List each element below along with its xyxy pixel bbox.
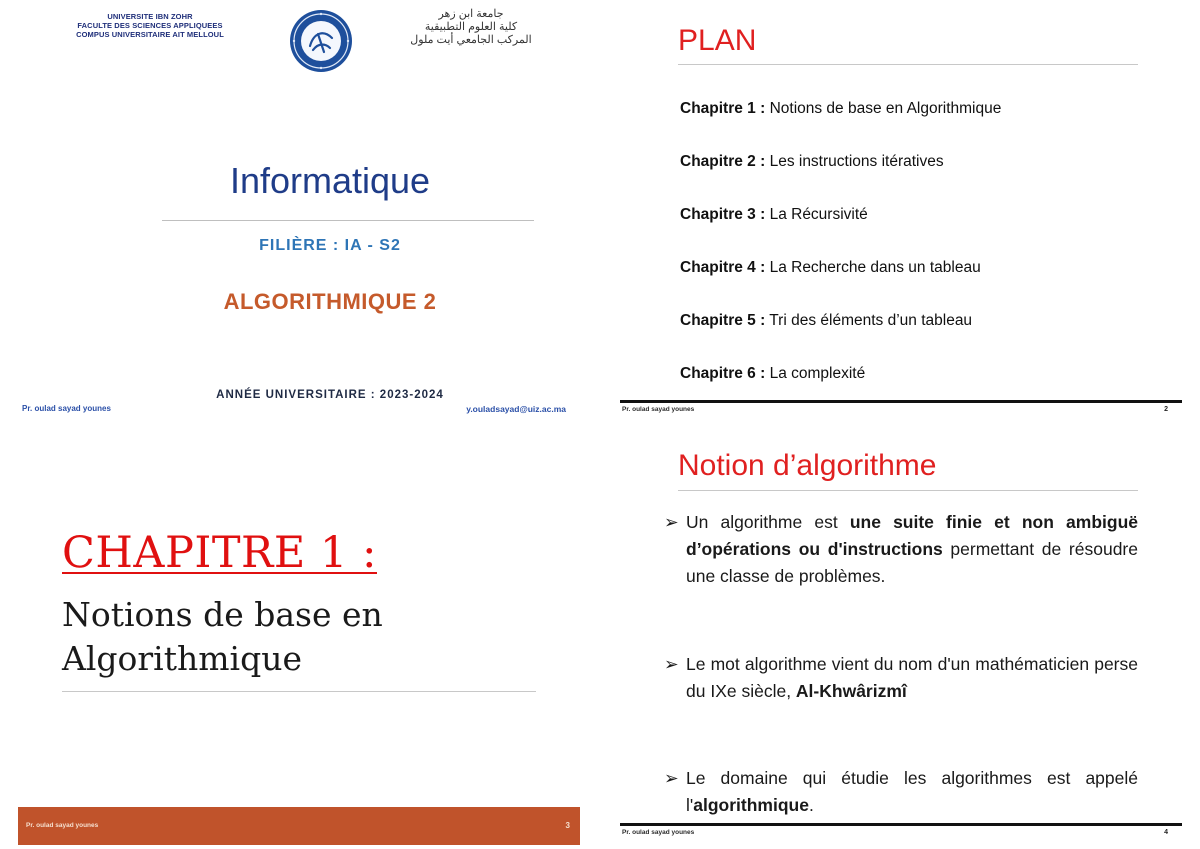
page-number: 4 bbox=[1164, 829, 1168, 836]
slide-3-chapter bbox=[0, 425, 598, 849]
bullet-domain: ➢ Le domaine qui étudie les algorithmes est appelé l'algorithmique. bbox=[664, 765, 1138, 819]
list-item: Chapitre 5 : Tri des éléments d’un tableau bbox=[680, 312, 973, 329]
title-divider bbox=[162, 220, 534, 221]
chapter-list bbox=[680, 100, 1001, 418]
slide-4-notion bbox=[602, 425, 1200, 849]
footer-author: Pr. oulad sayad younes bbox=[622, 829, 695, 836]
chapter-label: CHAPITRE 1 : bbox=[62, 528, 377, 578]
list-item: Chapitre 1 : Notions de base en Algorithmique bbox=[680, 100, 1002, 117]
course-title: Informatique bbox=[229, 160, 431, 201]
slide-2-plan bbox=[602, 0, 1200, 424]
university-name-ar: جامعة ابن زهر كلية العلوم التطبيقية المركب الجامعي أيت ملول bbox=[410, 8, 532, 46]
slide-1-title bbox=[0, 0, 598, 424]
page-number: 3 bbox=[565, 821, 570, 830]
arrow-bullet-icon: ➢ bbox=[664, 654, 679, 674]
slide-title: Notion d’algorithme bbox=[678, 449, 937, 482]
university-name-fr: UNIVERSITE IBN ZOHR FACULTE DES SCIENCES APPLIQUEES COMPUS UNIVERSITAIRE AIT MELLOUL bbox=[76, 12, 224, 39]
footer-author: Pr. oulad sayad younes bbox=[26, 822, 99, 829]
course-subtitle: ALGORITHMIQUE 2 bbox=[223, 289, 437, 314]
bullet-etymology: ➢ Le mot algorithme vient du nom d'un mathématicien perse du IXe siècle, Al-Khwârizmî bbox=[664, 651, 1138, 705]
chapter-title: Notions de base en Algorithmique bbox=[62, 595, 383, 678]
university-seal-logo bbox=[288, 8, 354, 79]
bullet-definition: ➢ Un algorithme est une suite finie et non ambiguë d’opérations ou d'instructions permettant de résoudre une classe de problèmes. bbox=[664, 509, 1138, 590]
list-item: Chapitre 2 : Les instructions itératives bbox=[680, 153, 944, 170]
list-item: Chapitre 3 : La Récursivité bbox=[680, 206, 868, 223]
list-item: Chapitre 6 : La complexité bbox=[680, 365, 866, 382]
footer-divider bbox=[620, 400, 1182, 403]
title-divider bbox=[678, 64, 1138, 65]
list-item: Chapitre 4 : La Recherche dans un tableau bbox=[680, 259, 981, 276]
footer-author: Pr. oulad sayad younes bbox=[622, 406, 695, 413]
academic-year: ANNÉE UNIVERSITAIRE : 2023-2024 bbox=[216, 389, 444, 401]
professor-name: Pr. oulad sayad younes bbox=[22, 404, 111, 413]
filiere-label: FILIÈRE : IA - S2 bbox=[259, 237, 401, 254]
arrow-bullet-icon: ➢ bbox=[664, 768, 679, 788]
title-divider bbox=[678, 490, 1138, 491]
professor-email: y.ouladsayad@uiz.ac.ma bbox=[466, 404, 566, 414]
page-number: 2 bbox=[1164, 406, 1168, 413]
arrow-bullet-icon: ➢ bbox=[664, 512, 679, 532]
footer-bar bbox=[18, 807, 580, 845]
footer-divider bbox=[620, 823, 1182, 826]
plan-title: PLAN bbox=[678, 24, 757, 57]
title-divider bbox=[62, 691, 536, 692]
